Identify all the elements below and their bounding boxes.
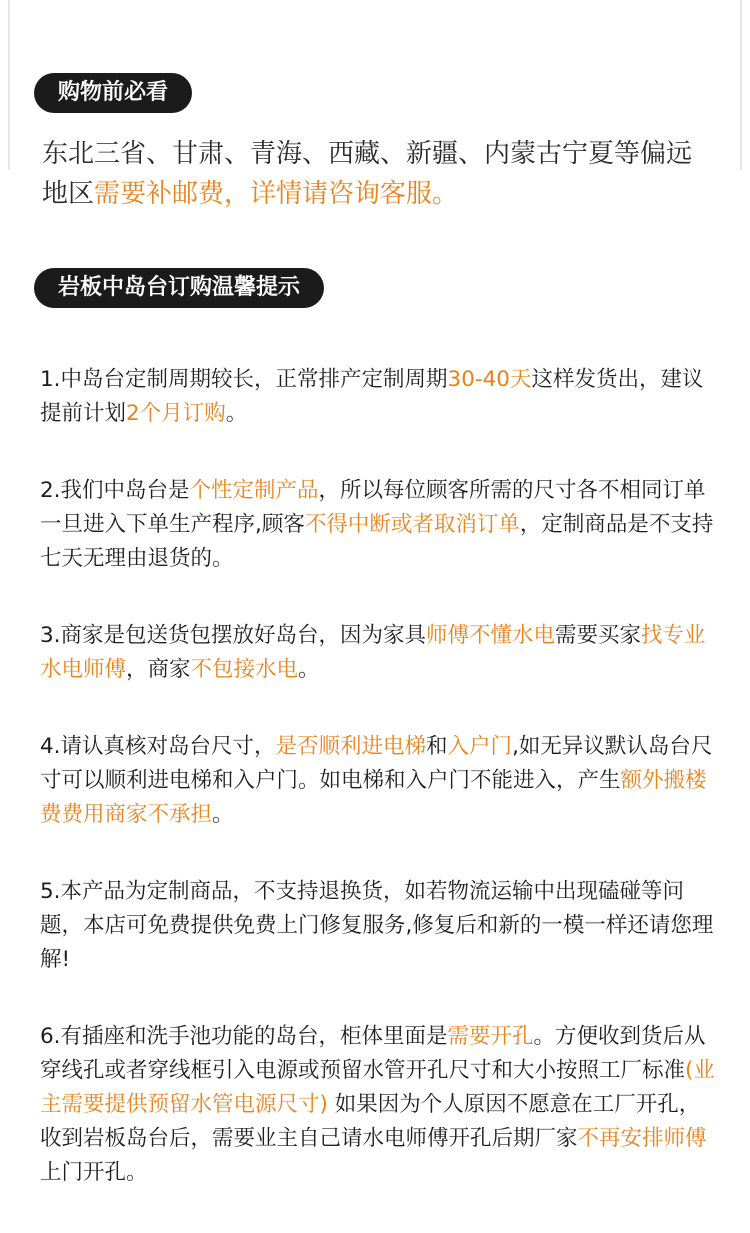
body-text: 5.本产品为定制商品，不支持退换货，如若物流运输中出现磕碰等问题，本店可免费提供免费上门修复服务,修复后和新的一模一样还请您理解! [40,879,714,972]
body-text: 1.中岛台定制周期较长，正常排产定制周期 [40,367,448,392]
body-text: 6.有插座和洗手池功能的岛台，柜体里面是 [40,1024,448,1049]
highlight-text: 不得中断或者取消订单 [304,512,520,537]
highlight-text: 额外搬楼费费用商家不承担 [40,768,707,827]
section-title-shopping-notice: 购物前必看 [34,73,192,113]
body-text: 。 [212,802,234,827]
body-text: 需要买家 [555,623,642,648]
highlight-text: 不包接水电 [190,657,299,682]
body-text: 上门开孔。 [40,1160,148,1185]
body-text: 3.商家是包送货包摆放好岛台，因为家具 [40,623,427,648]
body-text: 东北三省、甘肃、青海、西藏、新疆、内蒙古宁夏等偏远地区 [42,139,693,209]
tip-item [40,875,720,977]
body-text: 。方便收到货后从穿线孔或者穿线框引入电源或预留水管开孔尺寸和大小按照工厂标准 [40,1024,706,1083]
tip-item [40,363,720,431]
body-text: 。 [298,657,320,682]
tip-item [40,474,720,576]
body-text: 和 [426,734,448,759]
tip-item [40,730,720,832]
highlight-text: 师傅不懂水电 [426,623,556,648]
body-text: 2.我们中岛台是 [40,478,190,503]
highlight-text: 个性定制产品 [189,478,319,503]
body-text: ，定制商品是不支持七天无理由退货的。 [40,512,714,571]
tip-item [40,619,720,687]
body-text: 。 [225,401,248,426]
body-text: 4.请认真核对岛台尺寸， [40,734,276,759]
highlight-text: 2个月订购 [126,401,226,426]
section-title-order-tips: 岩板中岛台订购温馨提示 [34,268,324,308]
shipping-notice [42,134,712,214]
tips-list [40,363,720,1233]
frame-border-left [8,0,10,170]
body-text: ,如无异议默认岛台尺寸可以顺利进电梯和入户门。如电梯和入户门不能进入，产生 [40,734,713,793]
highlight-text: 需要补邮费，详情请咨询客服。 [94,179,459,209]
highlight-text: 需要开孔 [447,1024,534,1049]
frame-border-right [740,0,742,170]
body-text: ，所以每位顾客所需的尺寸各不相同订单一旦进入下单生产程序,顾客 [40,478,706,537]
body-text: 这样发货出，建议提前计划 [40,367,704,426]
highlight-text: (业主需要提供预留水管电源尺寸) [40,1058,715,1117]
highlight-text: 找专业水电师傅 [40,623,706,682]
tip-item [40,1020,720,1190]
highlight-text: 30-40天 [447,367,532,392]
highlight-text: 是否顺利进电梯 [275,734,427,759]
highlight-text: 不再安排师傅 [577,1126,707,1151]
body-text: 如果因为个人原因不愿意在工厂开孔，收到岩板岛台后，需要业主自己请水电师傅开孔后期厂家 [40,1092,701,1151]
highlight-text: 入户门 [447,734,513,759]
body-text: ，商家 [126,657,191,682]
